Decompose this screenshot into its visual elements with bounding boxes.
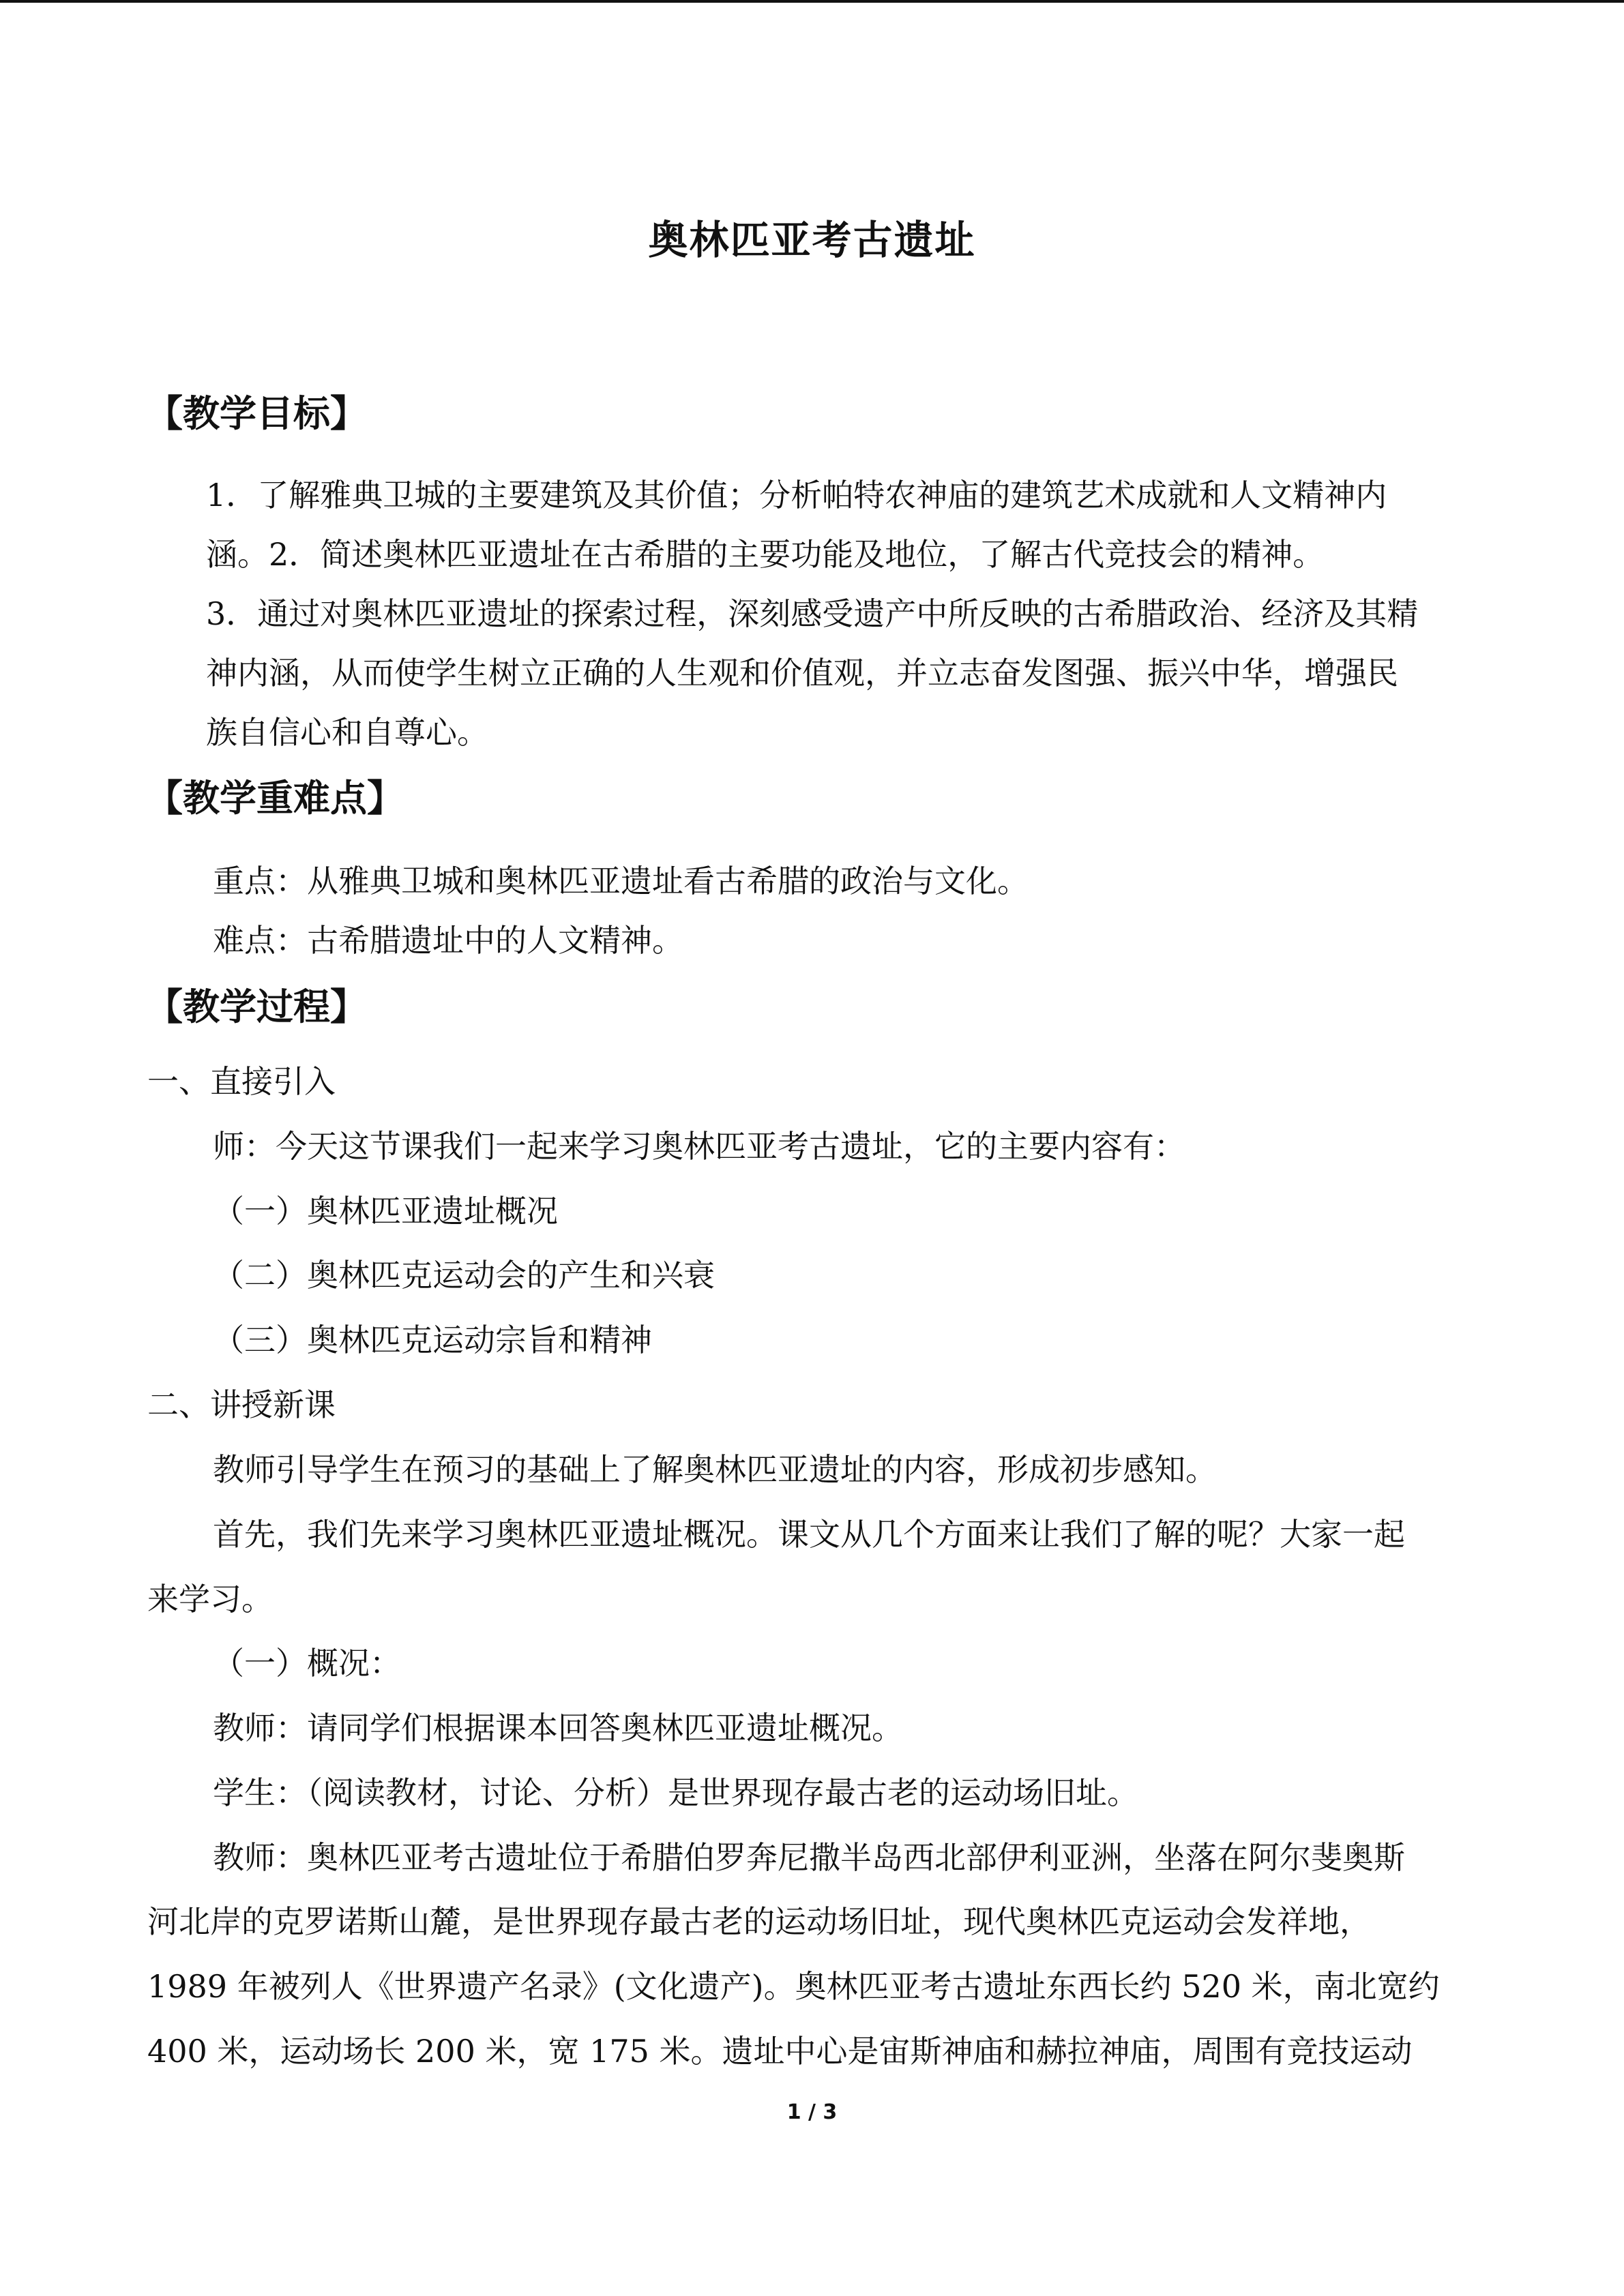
difficult-point-line: 难点：古希腊遗址中的人文精神。: [213, 922, 683, 959]
process-paragraph: 400 米，运动场长 200 米，宽 175 米。遗址中心是宙斯神庙和赫拉神庙，周围有竞技运动: [147, 2033, 1413, 2070]
process-paragraph: 1989 年被列人《世界遗产名录》(文化遗产)。奥林匹亚考古遗址东西长约 520 米，南北宽约: [147, 1968, 1440, 2005]
process-subheading: 二、讲授新课: [147, 1386, 336, 1423]
process-paragraph: 学生：（阅读教材，讨论、分析）是世界现存最古老的运动场旧址。: [213, 1774, 1138, 1811]
process-subheading: 一、直接引入: [147, 1063, 336, 1100]
document-title: 奥林匹亚考古遗址: [648, 217, 976, 263]
key-points-heading: 【教学重难点】: [146, 776, 404, 820]
objectives-line: 神内涵，从而使学生树立正确的人生观和价值观，并立志奋发图强、振兴中华，增强民: [206, 655, 1398, 691]
process-paragraph: 教师引导学生在预习的基础上了解奥林匹亚遗址的内容，形成初步感知。: [213, 1451, 1217, 1488]
page-number: 1 / 3: [786, 2100, 838, 2124]
key-point-line: 重点：从雅典卫城和奥林匹亚遗址看古希腊的政治与文化。: [213, 863, 1029, 899]
process-paragraph: 首先，我们先来学习奥林匹亚遗址概况。课文从几个方面来让我们了解的呢？大家一起: [213, 1516, 1405, 1553]
process-paragraph: 教师：请同学们根据课本回答奥林匹亚遗址概况。: [213, 1710, 903, 1746]
process-paragraph: 来学习。: [147, 1581, 273, 1617]
process-subheading: （一）概况：: [213, 1645, 401, 1682]
objectives-line: 3．通过对奥林匹亚遗址的探索过程，深刻感受遗产中所反映的古希腊政治、经济及其精: [206, 595, 1419, 632]
process-paragraph: 教师：奥林匹亚考古遗址位于希腊伯罗奔尼撒半岛西北部伊利亚洲，坐落在阿尔斐奥斯: [213, 1839, 1405, 1876]
objectives-line: 1．了解雅典卫城的主要建筑及其价值；分析帕特农神庙的建筑艺术成就和人文精神内: [206, 477, 1387, 513]
process-paragraph: 河北岸的克罗诺斯山麓，是世界现存最古老的运动场旧址，现代奥林匹克运动会发祥地，: [147, 1903, 1371, 1940]
process-list-item: （一）奥林匹亚遗址概况: [213, 1193, 558, 1229]
top-border-rule: [0, 0, 1624, 3]
process-list-item: （二）奥林匹克运动会的产生和兴衰: [213, 1257, 715, 1294]
process-paragraph: 师：今天这节课我们一起来学习奥林匹亚考古遗址，它的主要内容有：: [213, 1128, 1185, 1165]
objectives-line: 族自信心和自尊心。: [206, 714, 488, 751]
process-heading: 【教学过程】: [146, 985, 367, 1028]
objectives-heading: 【教学目标】: [146, 391, 367, 435]
objectives-line: 涵。2．简述奥林匹亚遗址在古希腊的主要功能及地位，了解古代竞技会的精神。: [206, 536, 1325, 573]
process-list-item: （三）奥林匹克运动宗旨和精神: [213, 1322, 652, 1358]
